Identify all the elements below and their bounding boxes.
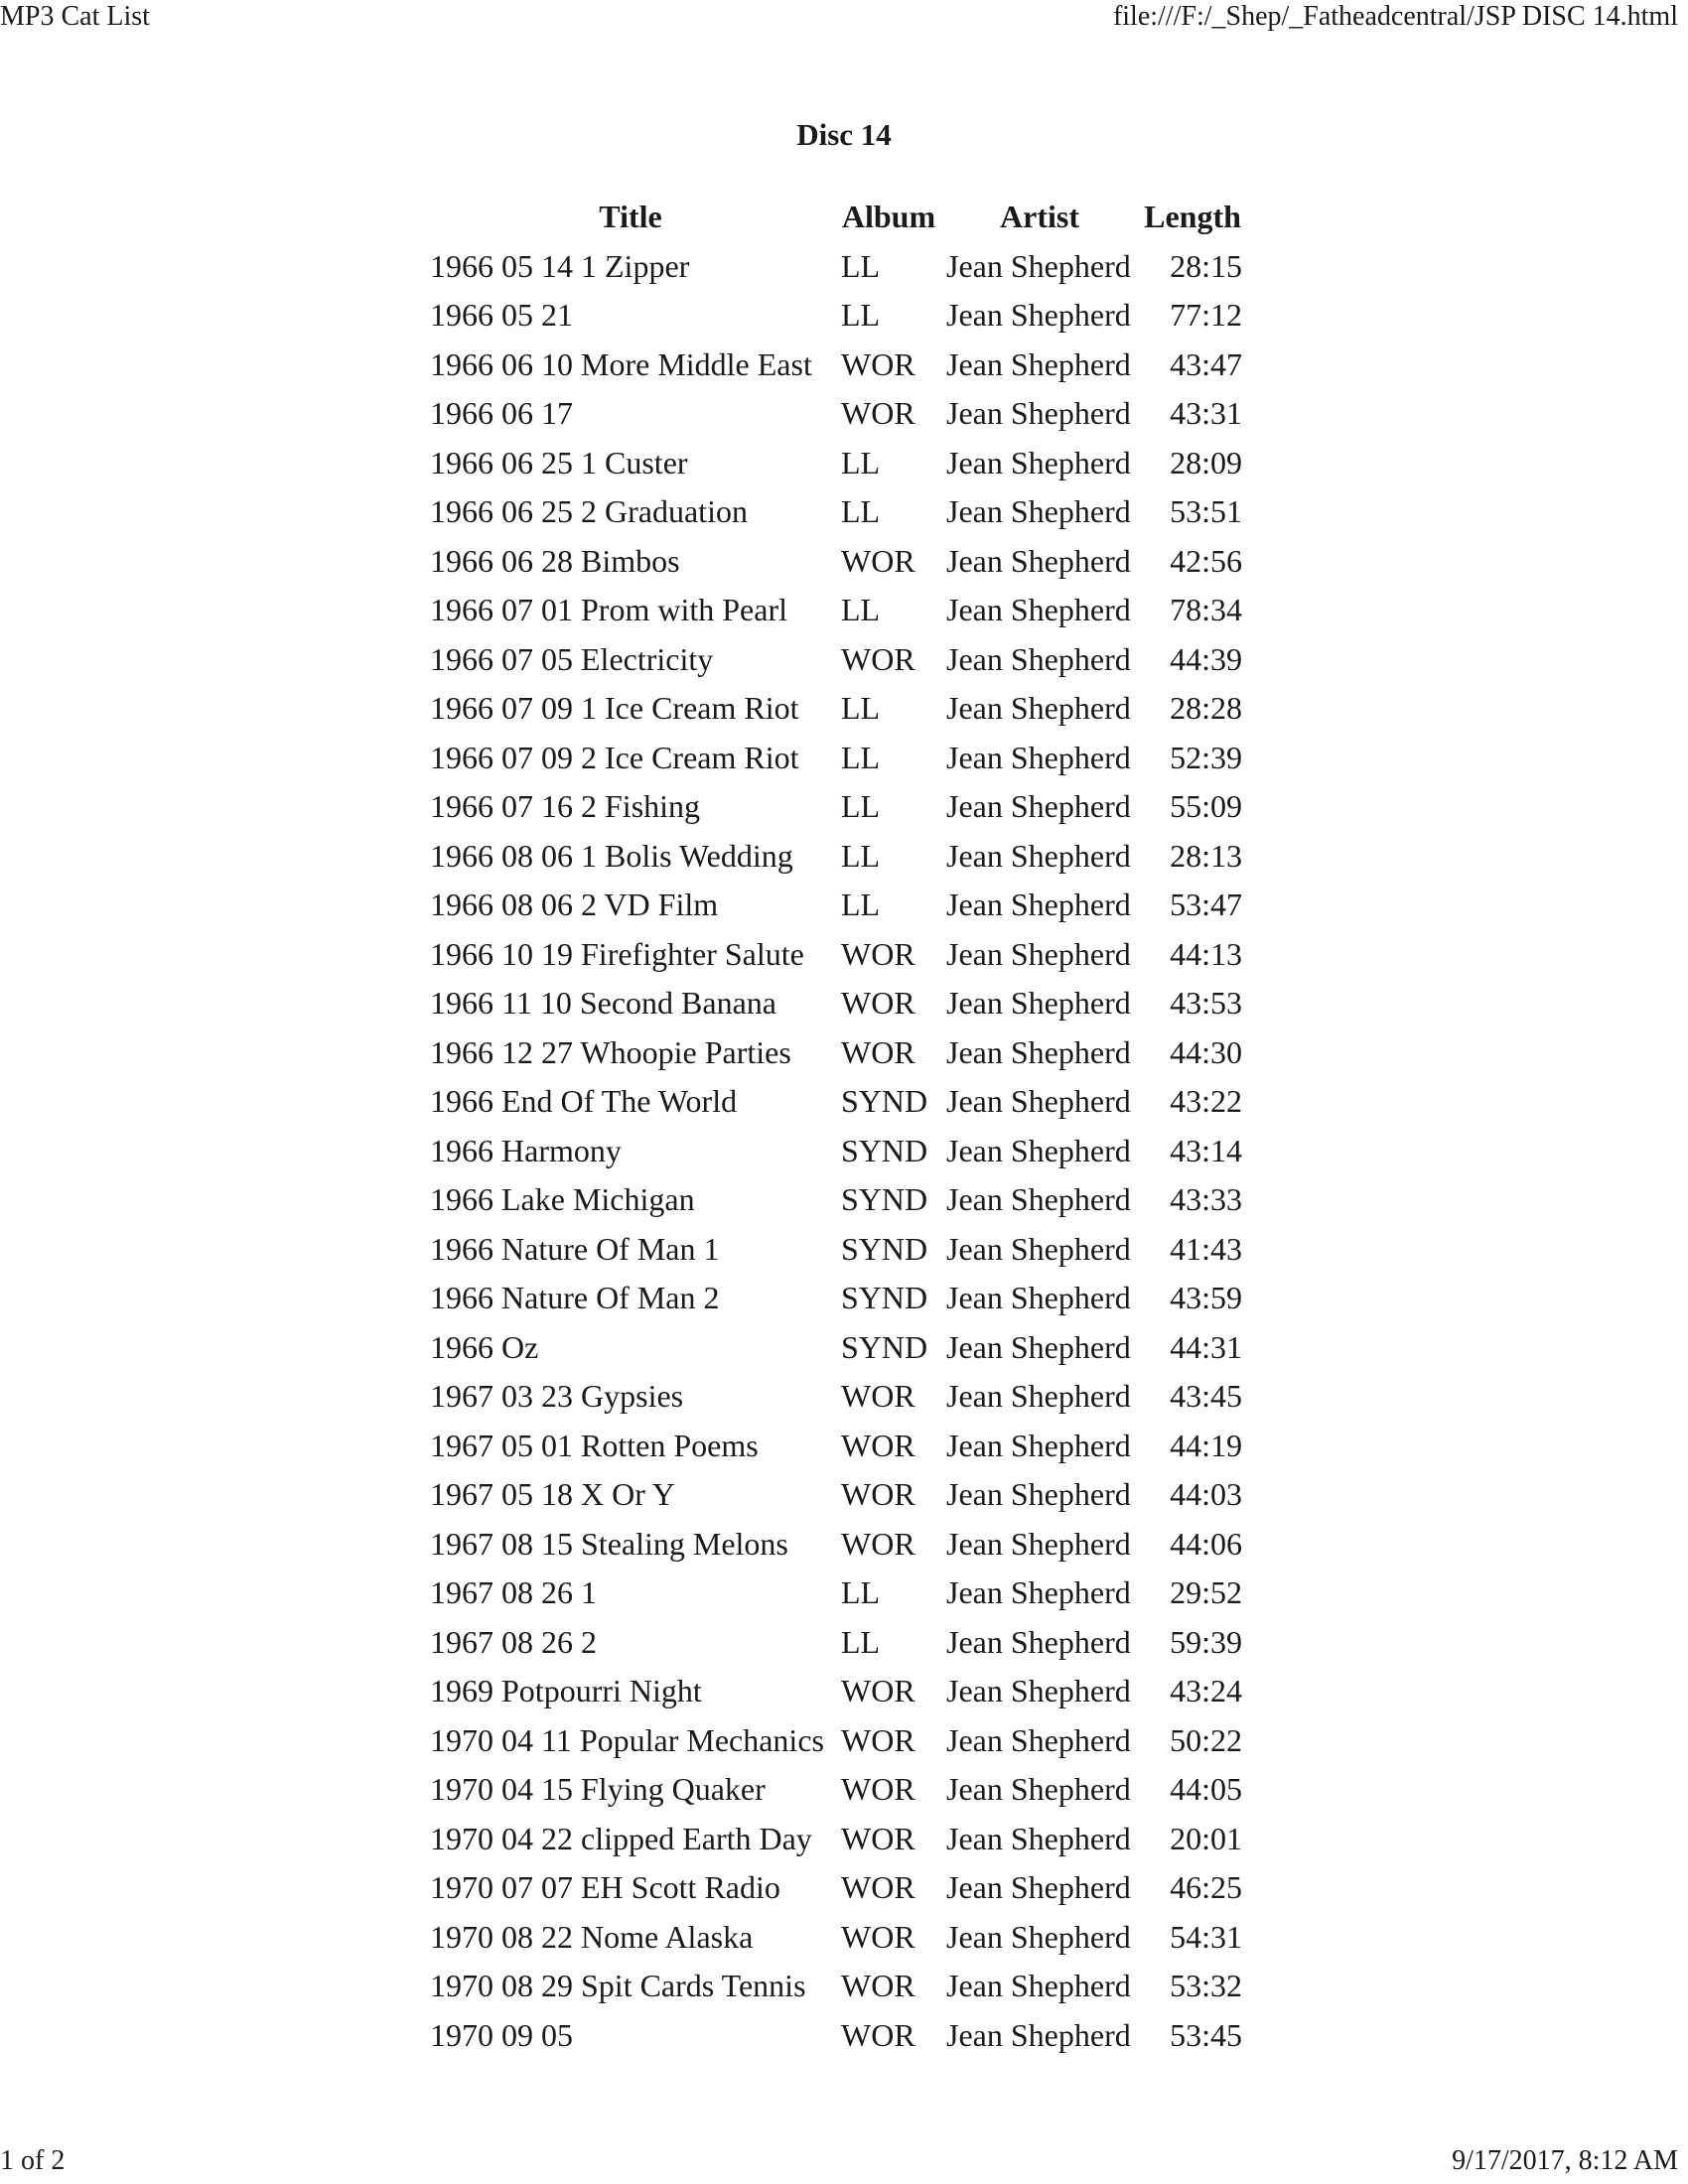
- track-title: 1966 07 09 2 Ice Cream Riot: [430, 739, 799, 775]
- track-artist: Jean Shepherd: [946, 837, 1131, 874]
- print-header-file-url: file:///F:/_Shep/_Fatheadcentral/JSP DISC 14.html: [1112, 1, 1678, 32]
- track-artist: Jean Shepherd: [946, 1378, 1131, 1415]
- track-title: 1967 08 26 2: [430, 1623, 597, 1660]
- table-row: [425, 1618, 1247, 1668]
- track-artist: Jean Shepherd: [946, 542, 1131, 579]
- track-length: 53:47: [1170, 887, 1242, 923]
- track-length: 43:45: [1170, 1378, 1242, 1415]
- track-artist: Jean Shepherd: [946, 493, 1131, 530]
- track-title: 1966 11 10 Second Banana: [430, 985, 776, 1022]
- table-row: [425, 389, 1247, 439]
- track-artist: Jean Shepherd: [946, 887, 1131, 923]
- table-row: [425, 1716, 1247, 1766]
- table-row: [425, 586, 1247, 635]
- track-artist: Jean Shepherd: [946, 1328, 1131, 1365]
- track-artist: Jean Shepherd: [946, 1574, 1131, 1611]
- track-length: 44:03: [1170, 1476, 1242, 1513]
- track-title: 1966 06 25 2 Graduation: [430, 493, 748, 530]
- track-artist: Jean Shepherd: [946, 2016, 1131, 2053]
- track-album: LL: [841, 247, 881, 284]
- track-album: WOR: [841, 345, 915, 382]
- track-album: LL: [841, 788, 881, 825]
- track-title: 1966 07 01 Prom with Pearl: [430, 592, 787, 628]
- table-row: [425, 782, 1247, 832]
- track-artist: Jean Shepherd: [946, 690, 1131, 727]
- track-album: WOR: [841, 1820, 915, 1856]
- track-title: 1966 Harmony: [430, 1132, 622, 1168]
- track-length: 43:47: [1170, 345, 1242, 382]
- track-artist: Jean Shepherd: [946, 444, 1131, 480]
- track-artist: Jean Shepherd: [946, 985, 1131, 1022]
- track-artist: Jean Shepherd: [946, 1280, 1131, 1316]
- track-length: 44:31: [1170, 1328, 1242, 1365]
- table-row: [425, 439, 1247, 488]
- track-length: 54:31: [1170, 1918, 1242, 1955]
- track-length: 28:28: [1170, 690, 1242, 727]
- track-title: 1966 05 14 1 Zipper: [430, 247, 690, 284]
- track-title: 1966 08 06 2 VD Film: [430, 887, 719, 923]
- track-title: 1970 04 15 Flying Quaker: [430, 1771, 766, 1808]
- track-title: 1966 07 16 2 Fishing: [430, 788, 701, 825]
- track-artist: Jean Shepherd: [946, 640, 1131, 677]
- table-row: [425, 1274, 1247, 1323]
- track-length: 43:24: [1170, 1673, 1242, 1709]
- track-album: WOR: [841, 1918, 915, 1955]
- track-album: SYND: [841, 1083, 928, 1120]
- track-album: LL: [841, 1574, 881, 1611]
- table-row: [425, 537, 1247, 587]
- table-row: [425, 1520, 1247, 1570]
- track-artist: Jean Shepherd: [946, 592, 1131, 628]
- track-artist: Jean Shepherd: [946, 1771, 1131, 1808]
- track-album: SYND: [841, 1280, 928, 1316]
- column-header-title: Title: [599, 199, 662, 235]
- track-title: 1966 Oz: [430, 1328, 539, 1365]
- table-row: [425, 684, 1247, 734]
- table-row: [425, 1815, 1247, 1864]
- track-artist: Jean Shepherd: [946, 1673, 1131, 1709]
- table-row: [425, 635, 1247, 685]
- track-album: LL: [841, 887, 881, 923]
- track-title: 1966 06 28 Bimbos: [430, 542, 680, 579]
- column-header-artist: Artist: [1000, 199, 1079, 235]
- track-album: WOR: [841, 2016, 915, 2053]
- table-row: [425, 734, 1247, 783]
- track-album: LL: [841, 739, 881, 775]
- track-album: WOR: [841, 935, 915, 972]
- track-length: 52:39: [1170, 739, 1242, 775]
- table-row: [425, 341, 1247, 390]
- table-row: [425, 881, 1247, 930]
- table-row: [425, 291, 1247, 341]
- track-album: WOR: [841, 1721, 915, 1758]
- track-length: 55:09: [1170, 788, 1242, 825]
- print-header-document-title: MP3 Cat List: [0, 1, 150, 32]
- track-length: 77:12: [1170, 297, 1242, 334]
- table-row: [425, 1028, 1247, 1078]
- track-length: 28:13: [1170, 837, 1242, 874]
- track-title: 1966 06 17: [430, 395, 573, 432]
- track-album: LL: [841, 444, 881, 480]
- track-artist: Jean Shepherd: [946, 345, 1131, 382]
- track-title: 1970 09 05: [430, 2016, 573, 2053]
- track-length: 20:01: [1170, 1820, 1242, 1856]
- track-album: LL: [841, 592, 881, 628]
- track-artist: Jean Shepherd: [946, 1721, 1131, 1758]
- table-row: [425, 1127, 1247, 1176]
- track-table: [425, 193, 1247, 2060]
- track-album: WOR: [841, 1525, 915, 1562]
- track-album: WOR: [841, 395, 915, 432]
- table-row: [425, 1569, 1247, 1618]
- table-row: [425, 1863, 1247, 1913]
- track-title: 1967 03 23 Gypsies: [430, 1378, 684, 1415]
- track-album: SYND: [841, 1328, 928, 1365]
- track-artist: Jean Shepherd: [946, 297, 1131, 334]
- track-artist: Jean Shepherd: [946, 1083, 1131, 1120]
- track-album: WOR: [841, 1427, 915, 1463]
- track-length: 43:31: [1170, 395, 1242, 432]
- track-album: WOR: [841, 985, 915, 1022]
- table-row: [425, 832, 1247, 882]
- track-artist: Jean Shepherd: [946, 1820, 1131, 1856]
- table-row: [425, 1913, 1247, 1963]
- track-album: LL: [841, 493, 881, 530]
- track-album: SYND: [841, 1181, 928, 1218]
- track-length: 43:14: [1170, 1132, 1242, 1168]
- track-title: 1966 10 19 Firefighter Salute: [430, 935, 804, 972]
- track-title: 1967 08 26 1: [430, 1574, 597, 1611]
- track-artist: Jean Shepherd: [946, 1869, 1131, 1906]
- track-title: 1966 07 09 1 Ice Cream Riot: [430, 690, 799, 727]
- track-length: 78:34: [1170, 592, 1242, 628]
- track-artist: Jean Shepherd: [946, 1427, 1131, 1463]
- track-album: LL: [841, 690, 881, 727]
- track-length: 42:56: [1170, 542, 1242, 579]
- track-album: WOR: [841, 1968, 915, 2004]
- table-row: [425, 1765, 1247, 1815]
- track-artist: Jean Shepherd: [946, 395, 1131, 432]
- track-artist: Jean Shepherd: [946, 1476, 1131, 1513]
- track-title: 1966 Nature Of Man 1: [430, 1230, 720, 1267]
- track-title: 1970 08 29 Spit Cards Tennis: [430, 1968, 806, 2004]
- print-footer-timestamp: 9/17/2017, 8:12 AM: [1452, 2145, 1678, 2176]
- track-artist: Jean Shepherd: [946, 739, 1131, 775]
- track-length: 44:13: [1170, 935, 1242, 972]
- track-length: 46:25: [1170, 1869, 1242, 1906]
- track-length: 44:19: [1170, 1427, 1242, 1463]
- track-length: 50:22: [1170, 1721, 1242, 1758]
- track-album: WOR: [841, 542, 915, 579]
- track-artist: Jean Shepherd: [946, 247, 1131, 284]
- track-length: 44:30: [1170, 1033, 1242, 1070]
- track-artist: Jean Shepherd: [946, 1132, 1131, 1168]
- track-album: LL: [841, 837, 881, 874]
- track-title: 1970 07 07 EH Scott Radio: [430, 1869, 780, 1906]
- track-length: 28:09: [1170, 444, 1242, 480]
- table-row: [425, 487, 1247, 537]
- track-artist: Jean Shepherd: [946, 1033, 1131, 1070]
- track-artist: Jean Shepherd: [946, 1918, 1131, 1955]
- track-length: 43:59: [1170, 1280, 1242, 1316]
- track-title: 1966 08 06 1 Bolis Wedding: [430, 837, 793, 874]
- track-title: 1966 06 25 1 Custer: [430, 444, 688, 480]
- track-length: 44:05: [1170, 1771, 1242, 1808]
- track-length: 43:22: [1170, 1083, 1242, 1120]
- track-title: 1970 08 22 Nome Alaska: [430, 1918, 754, 1955]
- table-row: [425, 242, 1247, 292]
- track-album: WOR: [841, 1673, 915, 1709]
- track-length: 43:33: [1170, 1181, 1242, 1218]
- track-title: 1970 04 22 clipped Earth Day: [430, 1820, 812, 1856]
- track-length: 28:15: [1170, 247, 1242, 284]
- track-album: WOR: [841, 1476, 915, 1513]
- table-row: [425, 1323, 1247, 1373]
- column-header-length: Length: [1144, 199, 1241, 235]
- track-album: LL: [841, 1623, 881, 1660]
- track-artist: Jean Shepherd: [946, 1623, 1131, 1660]
- track-title: 1967 05 18 X Or Y: [430, 1476, 675, 1513]
- table-row: [425, 930, 1247, 980]
- track-length: 43:53: [1170, 985, 1242, 1022]
- table-row: [425, 1667, 1247, 1716]
- track-title: 1966 End Of The World: [430, 1083, 738, 1120]
- track-length: 53:45: [1170, 2016, 1242, 2053]
- table-row: [425, 1470, 1247, 1520]
- track-title: 1969 Potpourri Night: [430, 1673, 702, 1709]
- track-artist: Jean Shepherd: [946, 1230, 1131, 1267]
- track-album: WOR: [841, 1378, 915, 1415]
- track-title: 1967 05 01 Rotten Poems: [430, 1427, 759, 1463]
- print-footer-page-indicator: 1 of 2: [0, 2145, 66, 2176]
- table-row: [425, 1175, 1247, 1225]
- track-album: WOR: [841, 1771, 915, 1808]
- table-row: [425, 1225, 1247, 1275]
- track-album: WOR: [841, 1033, 915, 1070]
- track-title: 1967 08 15 Stealing Melons: [430, 1525, 788, 1562]
- track-artist: Jean Shepherd: [946, 1181, 1131, 1218]
- table-row: [425, 979, 1247, 1028]
- track-album: SYND: [841, 1230, 928, 1267]
- track-artist: Jean Shepherd: [946, 935, 1131, 972]
- track-title: 1966 05 21: [430, 297, 573, 334]
- table-row: [425, 1422, 1247, 1471]
- table-row: [425, 1372, 1247, 1422]
- table-header-row: [425, 193, 1247, 242]
- track-length: 53:51: [1170, 493, 1242, 530]
- table-body: [425, 242, 1247, 2061]
- track-album: SYND: [841, 1132, 928, 1168]
- track-length: 53:32: [1170, 1968, 1242, 2004]
- track-title: 1966 12 27 Whoopie Parties: [430, 1033, 791, 1070]
- track-artist: Jean Shepherd: [946, 788, 1131, 825]
- track-title: 1966 Lake Michigan: [430, 1181, 695, 1218]
- track-length: 44:06: [1170, 1525, 1242, 1562]
- track-length: 41:43: [1170, 1230, 1242, 1267]
- column-header-album: Album: [841, 199, 936, 235]
- track-album: WOR: [841, 640, 915, 677]
- track-length: 29:52: [1170, 1574, 1242, 1611]
- track-artist: Jean Shepherd: [946, 1968, 1131, 2004]
- track-title: 1966 06 10 More Middle East: [430, 345, 812, 382]
- track-artist: Jean Shepherd: [946, 1525, 1131, 1562]
- track-album: LL: [841, 297, 881, 334]
- table-row: [425, 2011, 1247, 2061]
- track-length: 59:39: [1170, 1623, 1242, 1660]
- track-title: 1966 Nature Of Man 2: [430, 1280, 720, 1316]
- page-title: Disc 14: [796, 117, 892, 152]
- track-album: WOR: [841, 1869, 915, 1906]
- table-row: [425, 1077, 1247, 1127]
- table-row: [425, 1962, 1247, 2011]
- track-title: 1970 04 11 Popular Mechanics: [430, 1721, 824, 1758]
- track-length: 44:39: [1170, 640, 1242, 677]
- track-title: 1966 07 05 Electricity: [430, 640, 714, 677]
